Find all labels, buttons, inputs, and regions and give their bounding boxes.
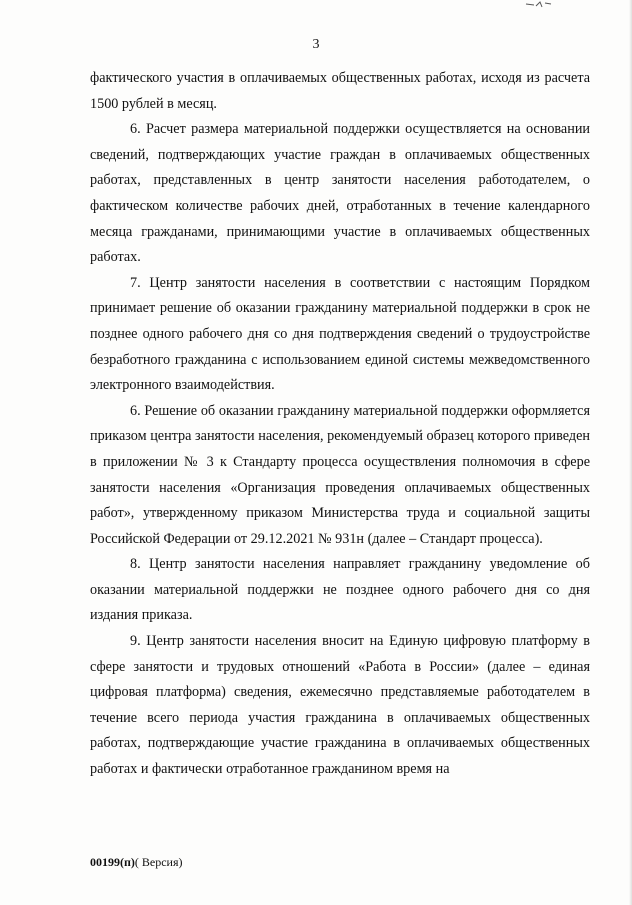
paragraph-8-notification: 8. Центр занятости населения направляет гражданину уведомление об оказании материальной поддержки не позднее одного рабочего дня со дня издания приказа. — [90, 556, 590, 624]
scan-mark — [524, 0, 554, 8]
paragraph-9-platform: 9. Центр занятости населения вносит на Единую цифровую платформу в сфере занятости и трудовых отношений «Работа в России» (далее – единая цифровая платформа) сведения, ежемесячно представляемые работодателем в течение всего периода участия гражданина в оплачиваемых общественных работах, подтверждающие участие гражданина в оплачиваемых общественных работах и фактически отработанное гражданином время на — [90, 633, 590, 778]
document-code: 00199(п) — [90, 855, 135, 869]
document-version: ( Версия) — [134, 855, 183, 869]
paragraph-6-order: 6. Решение об оказании гражданину материальной поддержки оформляется приказом центра занятости населения, рекомендуемый образец которого приведен в приложении № 3 к Стандарту процесса осуществления полномочия в сфере занятости населения «Организация проведения оплачиваемых общественных работ», утвержденному приказом Министерства труда и социальной защиты Российской Федерации от 29.12.2021 № 931н (далее – Стандарт процесса). — [90, 402, 590, 547]
paragraph-7-decision: 7. Центр занятости населения в соответствии с настоящим Порядком принимает решение об оказании гражданину материальной поддержки в срок не позднее одного рабочего дня со дня подтверждения сведений о трудоустройстве безработного гражданина с использованием единой системы межведомственного электронного взаимодействия. — [90, 274, 590, 394]
page-number: 3 — [312, 37, 320, 52]
document-footer — [90, 855, 183, 870]
paragraph-continuation: фактического участия в оплачиваемых общественных работах, исходя из расчета 1500 рублей в месяц. — [90, 70, 590, 112]
paragraph-6-calculation: 6. Расчет размера материальной поддержки осуществляется на основании сведений, подтверждающих участие граждан в оплачиваемых общественных работах, представленных в центр занятости населения работодателем, о фактическом количестве рабочих дней, отработанных в течение календарного месяца гражданами, принимающими участие в оплачиваемых общественных работах. — [90, 121, 590, 266]
document-body — [90, 66, 590, 783]
